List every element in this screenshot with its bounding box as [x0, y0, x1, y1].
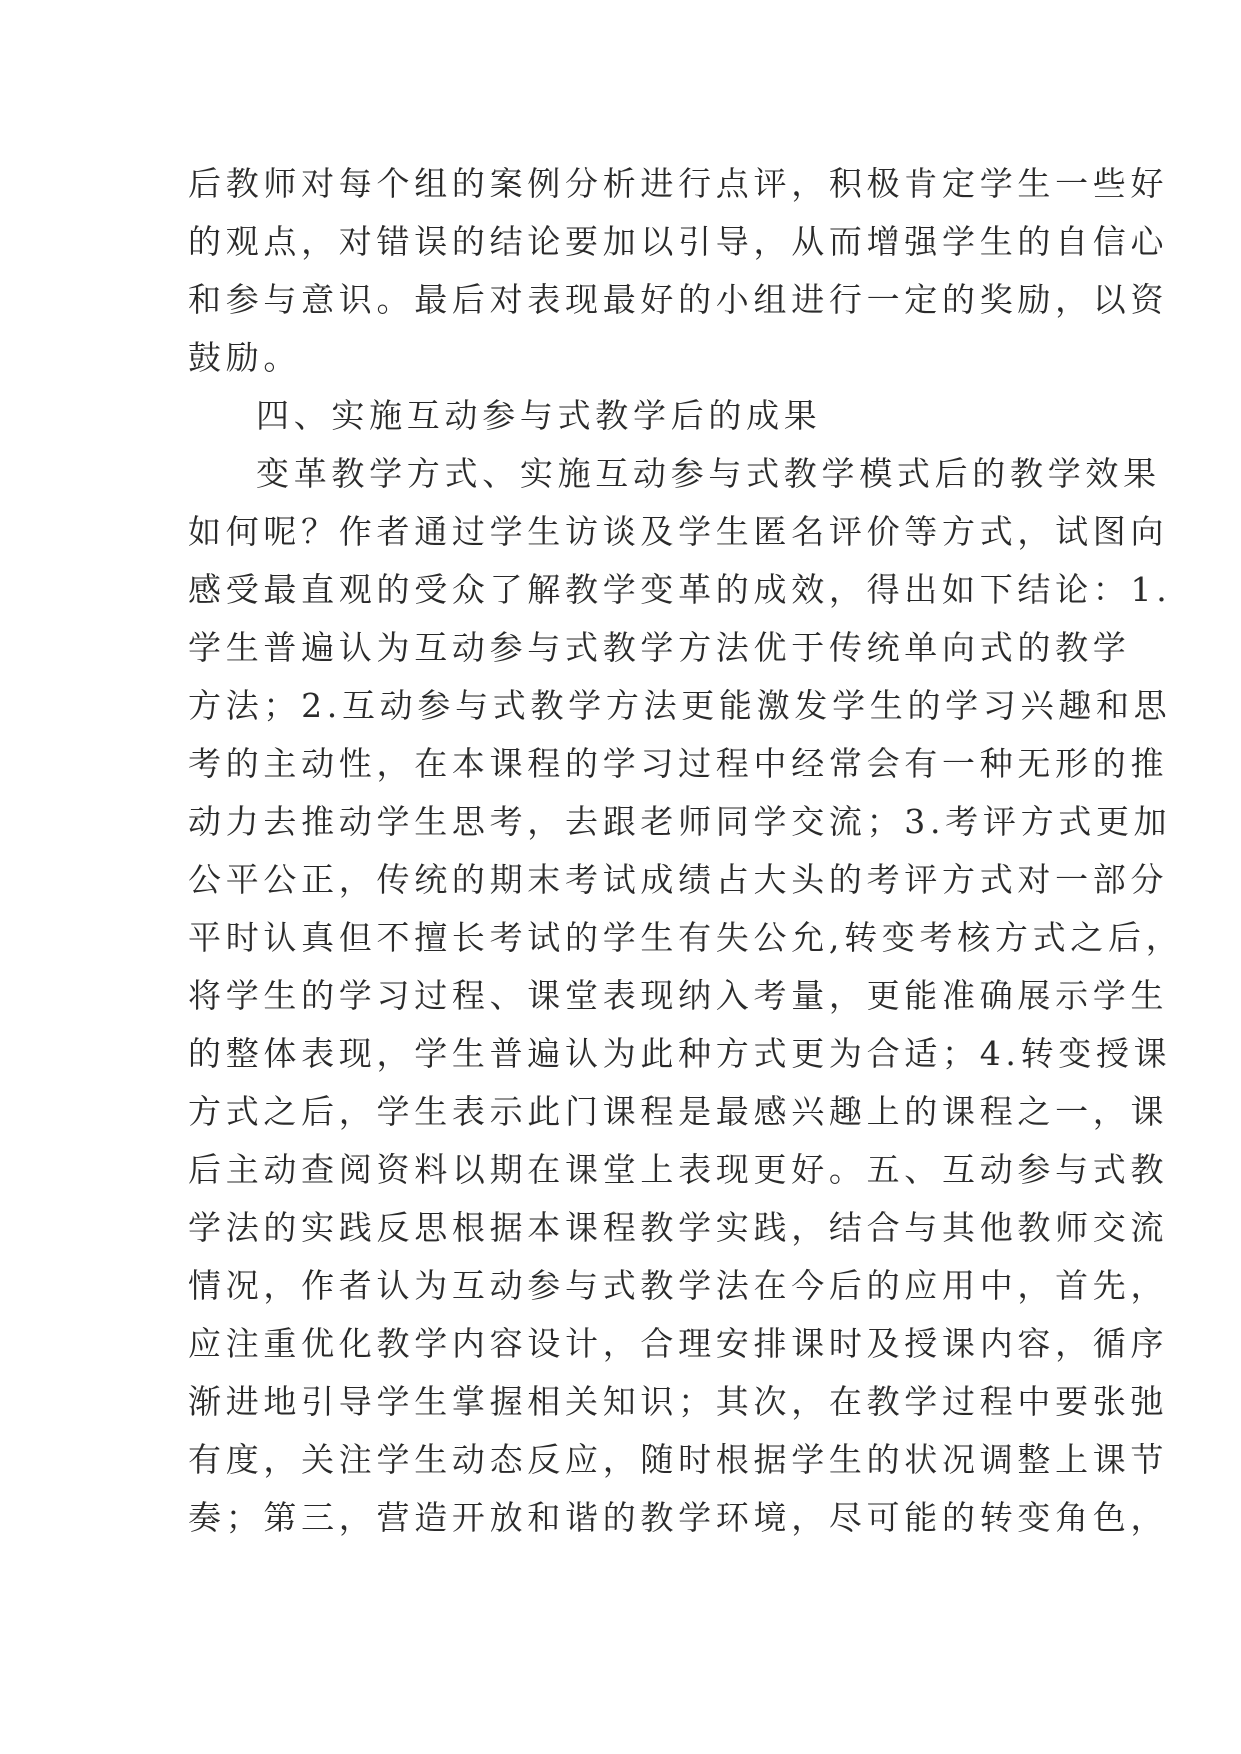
paragraph-start-line: 变革教学方式、实施互动参与式教学模式后的教学效果 — [256, 454, 1161, 493]
body-text — [188, 155, 1184, 1547]
text-line: 如何呢？作者通过学生访谈及学生匿名评价等方式，试图向 — [188, 512, 1169, 551]
text-line: 学法的实践反思根据本课程教学实践，结合与其他教师交流 — [188, 1208, 1169, 1247]
text-line: 情况，作者认为互动参与式教学法在今后的应用中，首先， — [188, 1266, 1169, 1305]
text-line: 将学生的学习过程、课堂表现纳入考量，更能准确展示学生 — [188, 976, 1169, 1015]
text-line: 后教师对每个组的案例分析进行点评，积极肯定学生一些好 — [188, 164, 1169, 203]
text-line: 渐进地引导学生掌握相关知识；其次，在教学过程中要张弛 — [188, 1382, 1169, 1421]
text-line: 和参与意识。最后对表现最好的小组进行一定的奖励，以资 — [188, 280, 1169, 319]
text-line: 应注重优化教学内容设计，合理安排课时及授课内容，循序 — [188, 1324, 1169, 1363]
text-line: 方式之后，学生表示此门课程是最感兴趣上的课程之一，课 — [188, 1092, 1169, 1131]
text-line: 鼓励。 — [188, 338, 302, 377]
text-line: 方法；2.互动参与式教学方法更能激发学生的学习兴趣和思 — [188, 686, 1172, 725]
section-heading: 四、实施互动参与式教学后的成果 — [256, 396, 822, 435]
text-line: 学生普遍认为互动参与式教学方法优于传统单向式的教学 — [188, 628, 1131, 667]
text-line: 考的主动性，在本课程的学习过程中经常会有一种无形的推 — [188, 744, 1169, 783]
text-line: 感受最直观的受众了解教学变革的成效，得出如下结论：1. — [188, 570, 1172, 609]
text-line: 的观点，对错误的结论要加以引导，从而增强学生的自信心 — [188, 222, 1169, 261]
text-line: 的整体表现，学生普遍认为此种方式更为合适；4.转变授课 — [188, 1034, 1172, 1073]
text-line: 后主动查阅资料以期在课堂上表现更好。五、互动参与式教 — [188, 1150, 1169, 1189]
text-line: 动力去推动学生思考，去跟老师同学交流；3.考评方式更加 — [188, 802, 1172, 841]
text-line: 平时认真但不擅长考试的学生有失公允,转变考核方式之后， — [188, 918, 1184, 957]
text-line: 公平公正，传统的期末考试成绩占大头的考评方式对一部分 — [188, 860, 1169, 899]
text-line: 有度，关注学生动态反应，随时根据学生的状况调整上课节 — [188, 1440, 1169, 1479]
text-line: 奏；第三，营造开放和谐的教学环境，尽可能的转变角色， — [188, 1498, 1169, 1537]
